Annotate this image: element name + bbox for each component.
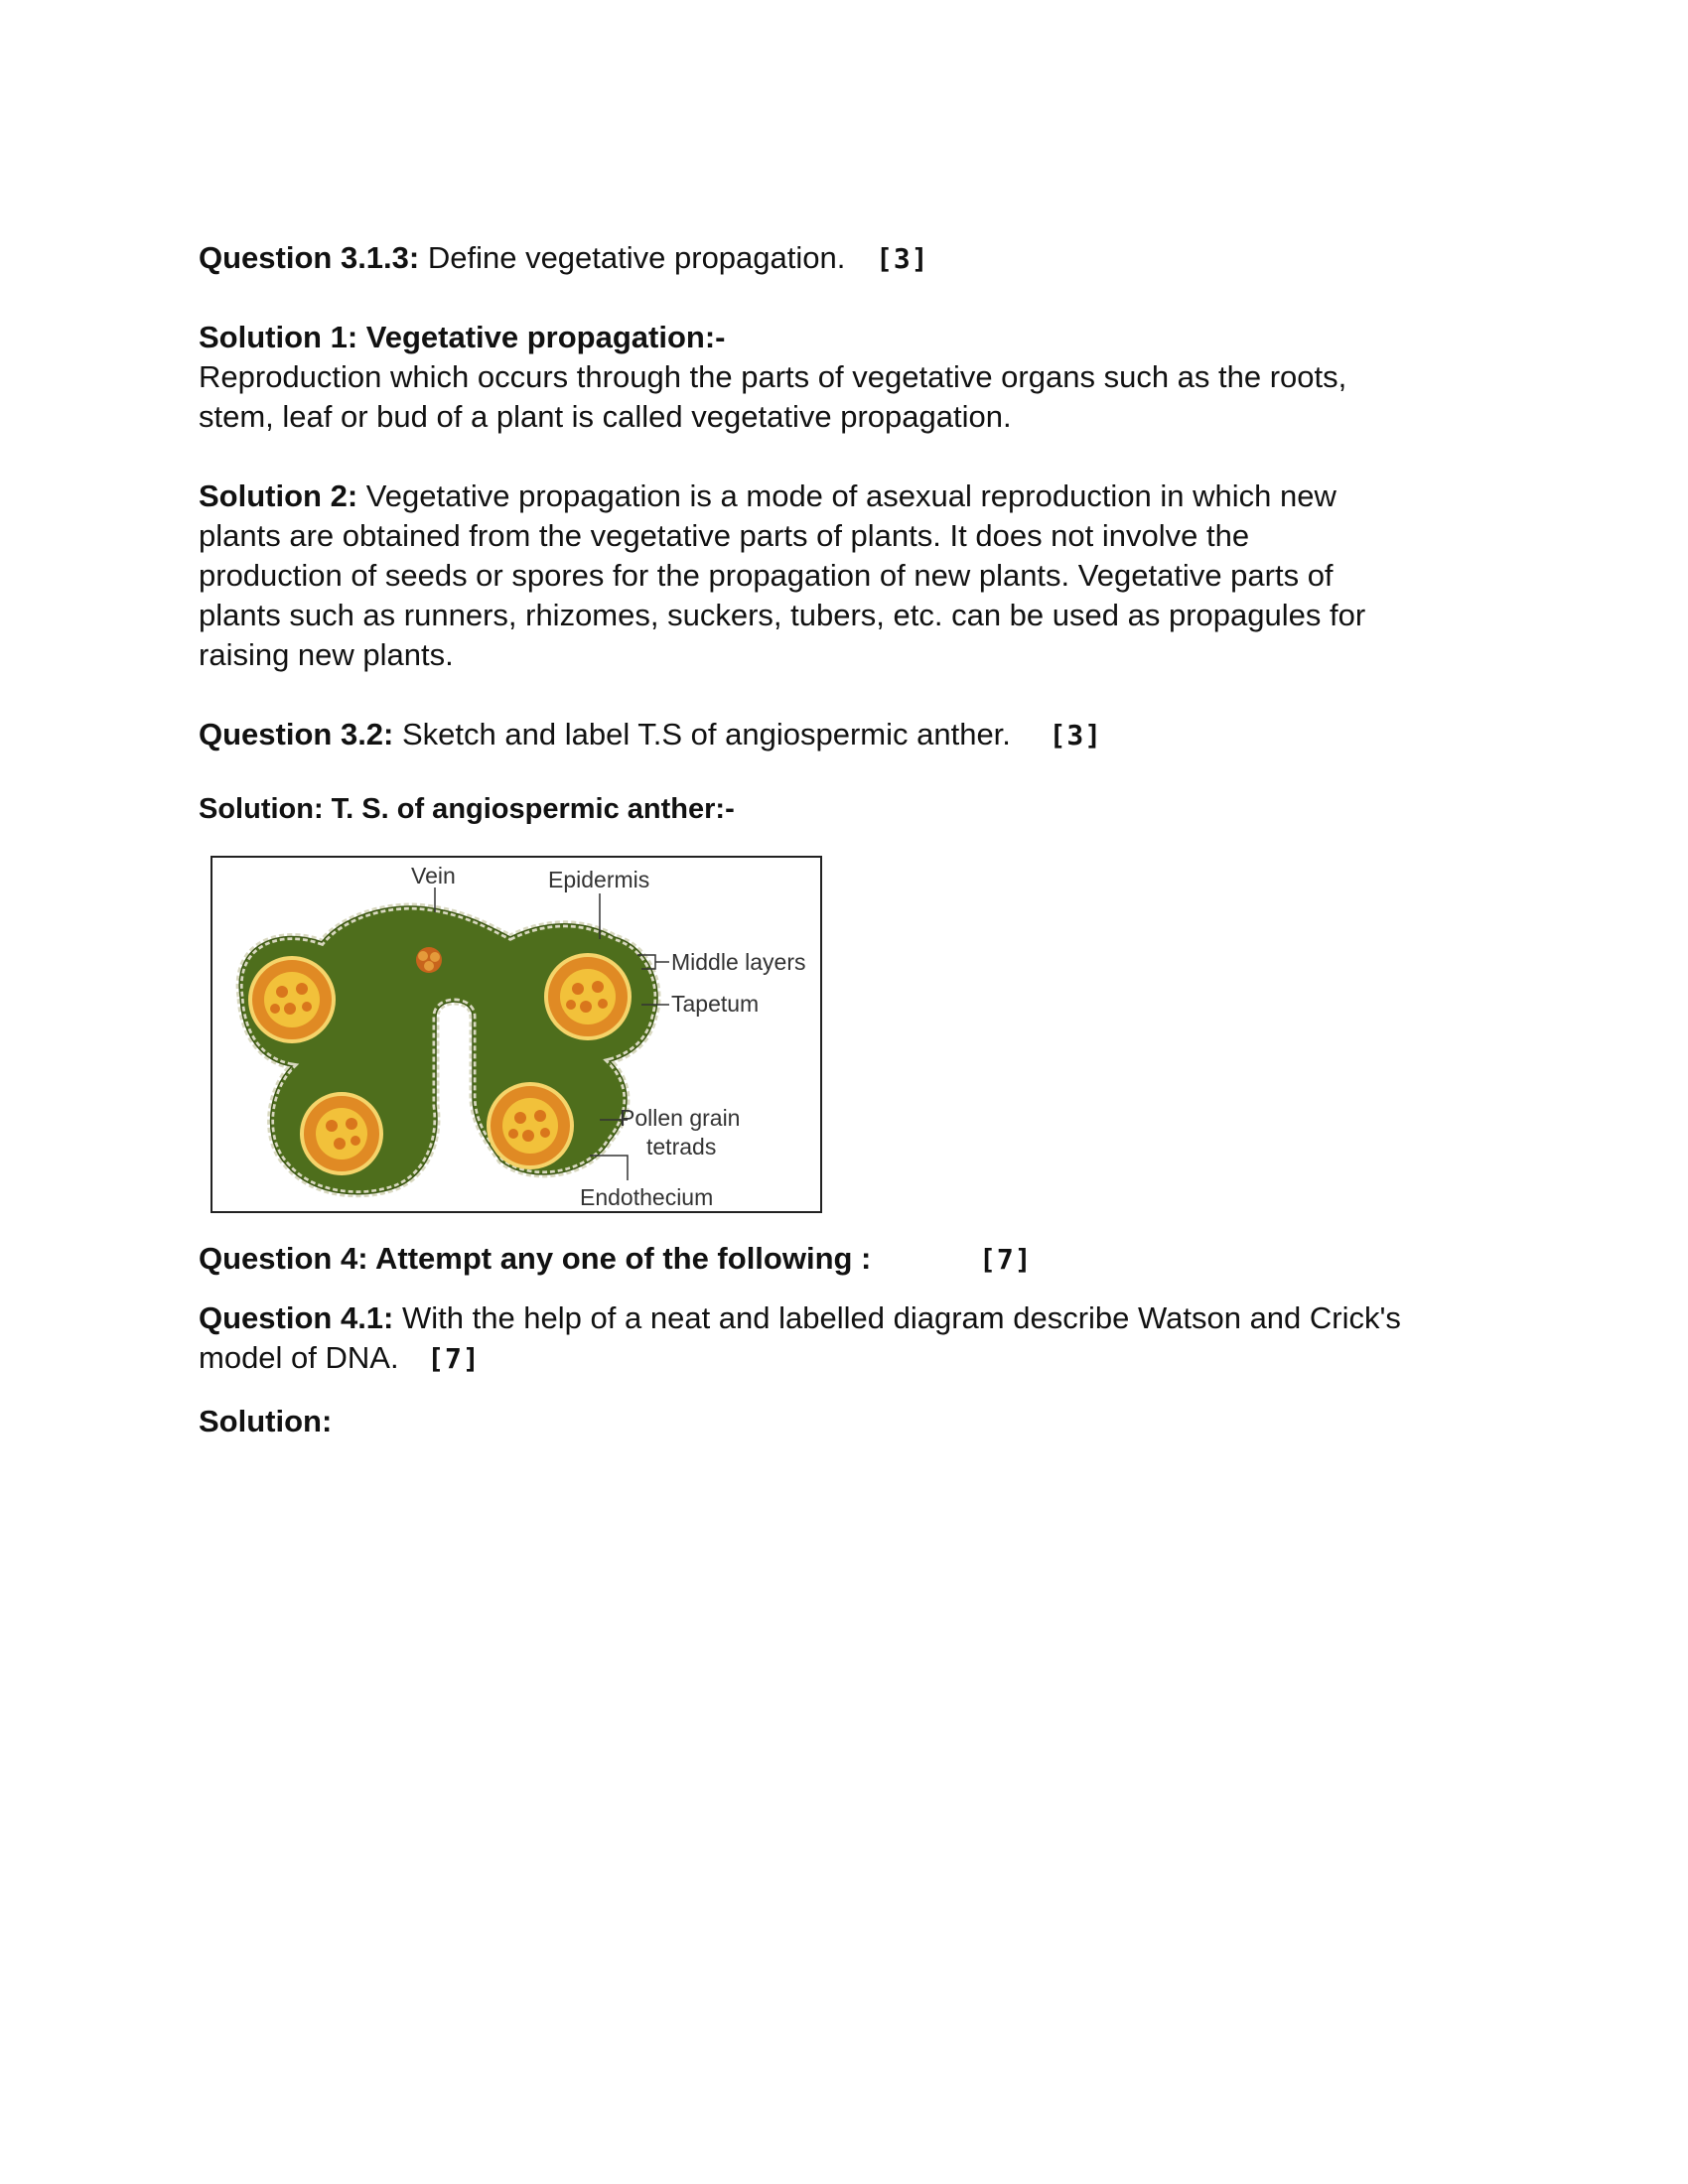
solution-1-line: Reproduction which occurs through the parts of vegetative organs such as the roots,	[199, 359, 1347, 394]
question-4	[199, 1239, 1033, 1280]
question-label: Question 3.2:	[199, 717, 394, 751]
solution-1-line: stem, leaf or bud of a plant is called vegetative propagation.	[199, 399, 1012, 434]
question-label: Question 3.1.3:	[199, 240, 420, 275]
vein-bundle	[416, 947, 442, 973]
anther-tissue	[239, 906, 657, 1194]
marks: [7]	[427, 1342, 481, 1375]
pollen-sac-bottom-left	[302, 1094, 381, 1173]
solution-2-label: Solution 2:	[199, 478, 358, 513]
solution-3-2-heading: Solution: T. S. of angiospermic anther:-	[199, 793, 735, 825]
label-vein: Vein	[411, 863, 456, 888]
marks: [7]	[979, 1243, 1033, 1276]
solution-2-line: plants are obtained from the vegetative parts of plants. It does not involve the	[199, 518, 1250, 553]
question-text: With the help of a neat and labelled diagram describe Watson and Crick's	[393, 1300, 1401, 1335]
marks: [3]	[876, 242, 929, 275]
question-3-2	[199, 715, 1102, 755]
label-tapetum: Tapetum	[671, 991, 760, 1017]
question-4-1-line	[199, 1298, 1401, 1338]
anther-diagram	[211, 856, 822, 1213]
question-3-1-3	[199, 238, 929, 279]
pollen-sac-top-left	[250, 958, 334, 1041]
label-endothecium: Endothecium	[580, 1184, 714, 1210]
label-pollen-grain: Pollen grain	[620, 1105, 741, 1131]
question-4-1-line	[199, 1338, 481, 1379]
solution-2-line: raising new plants.	[199, 637, 454, 672]
label-middle-layers: Middle layers	[671, 949, 806, 975]
solution-2-line: production of seeds or spores for the propagation of new plants. Vegetative parts of	[199, 558, 1334, 593]
solution-2-line	[199, 477, 1336, 516]
question-text: Define vegetative propagation.	[419, 240, 846, 275]
question-text: Sketch and label T.S of angiospermic anther.	[393, 717, 1011, 751]
marks: [3]	[1049, 719, 1103, 751]
solution-1-heading: Solution 1: Vegetative propagation:-	[199, 320, 726, 354]
solution-2-line: plants such as runners, rhizomes, suckers, tubers, etc. can be used as propagules for	[199, 598, 1366, 632]
anther-ts-svg	[212, 858, 820, 1211]
solution-4-1-heading: Solution:	[199, 1404, 333, 1438]
question-label: Question 4: Attempt any one of the following :	[199, 1241, 872, 1276]
label-tetrads: tetrads	[646, 1134, 717, 1160]
question-text: model of DNA.	[199, 1340, 399, 1375]
label-epidermis: Epidermis	[548, 867, 650, 892]
pollen-sac-top-right	[546, 955, 630, 1038]
solution-2-text: Vegetative propagation is a mode of asexual reproduction in which new	[357, 478, 1336, 513]
pollen-sac-bottom-right	[489, 1084, 572, 1167]
question-label: Question 4.1:	[199, 1300, 394, 1335]
